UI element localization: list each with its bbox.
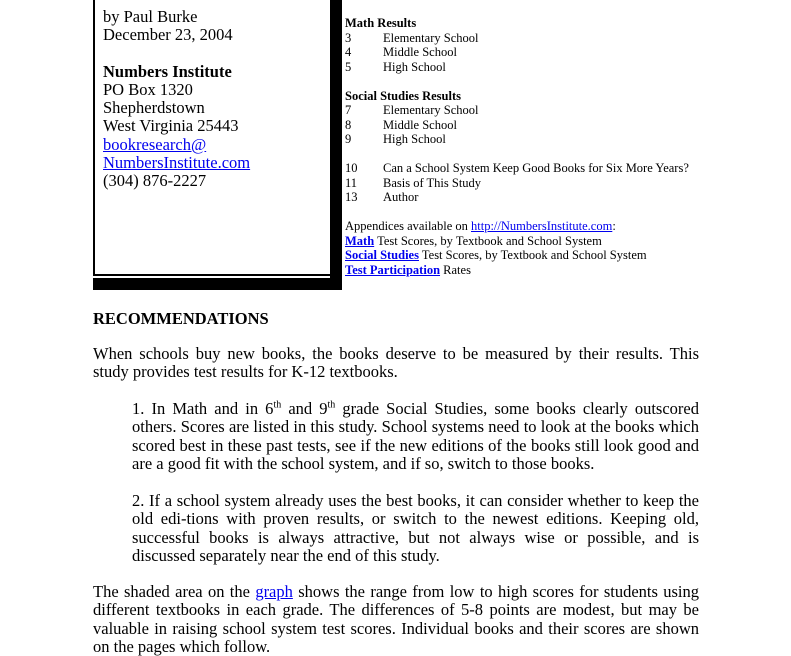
email-link-part1[interactable]: bookresearch@ <box>103 134 207 154</box>
appendix-desc: Test Scores, by Textbook and School System <box>418 248 647 262</box>
toc-label: Author <box>383 190 419 204</box>
toc-page: 10 <box>345 161 358 175</box>
appendix-row <box>345 234 689 249</box>
section-heading: RECOMMENDATIONS <box>93 309 269 328</box>
toc-page: 13 <box>345 190 358 204</box>
email-link-part2[interactable]: NumbersInstitute.com <box>103 153 251 173</box>
recommendation-2: 2. If a school system already uses the best books, it can consider whether to keep the old edi-tions with proven results, or switch to the newest editions. Keeping old, successful books is always attractive, but not always wise or possible, and is discussed separately near the end of this study. <box>132 491 699 565</box>
graph-link[interactable]: graph <box>255 582 293 601</box>
toc-label: Basis of This Study <box>383 175 482 190</box>
toc-label: Elementary School <box>383 30 479 45</box>
toc-label: Can a School System Keep Good Books for Six More Years? <box>383 161 689 175</box>
toc-row <box>345 118 689 133</box>
toc-label: Middle School <box>383 45 457 59</box>
toc-row <box>345 45 689 60</box>
recommendation-1 <box>132 400 699 473</box>
date: December 23, 2004 <box>103 25 233 45</box>
author-box <box>93 0 332 276</box>
toc-row <box>345 31 689 46</box>
appendix-desc: Rates <box>440 262 471 277</box>
math-results-title: Math Results <box>345 16 417 30</box>
appendix-row <box>345 263 689 278</box>
toc-label: Elementary School <box>383 103 479 117</box>
toc-row <box>345 161 689 176</box>
org-name: Numbers Institute <box>103 61 232 81</box>
graph-paragraph <box>93 583 699 656</box>
toc-row <box>345 60 689 75</box>
toc-page: 9 <box>345 132 352 146</box>
toc-label: High School <box>383 59 446 74</box>
toc-page: 5 <box>345 59 352 74</box>
toc-label: High School <box>383 132 446 146</box>
appendices-colon: : <box>612 219 616 233</box>
appendices-line <box>345 219 689 234</box>
appendix-test-participation-link[interactable]: Test Participation <box>345 262 441 277</box>
table-of-contents <box>345 16 689 277</box>
rec1-part-b: and 9 <box>281 399 328 418</box>
toc-label: Middle School <box>383 117 457 132</box>
author-info <box>103 8 250 191</box>
intro-paragraph: When schools buy new books, the books deserve to be measured by their results. This study provides test results for K-12 textbooks. <box>93 344 699 382</box>
website-link[interactable]: http://NumbersInstitute.com <box>471 219 613 233</box>
appendix-row <box>345 248 689 263</box>
toc-row <box>345 190 689 205</box>
rec1-part-a: 1. In Math and in 6 <box>132 399 274 418</box>
toc-row <box>345 103 689 118</box>
appendices-intro: Appendices available on <box>345 219 471 233</box>
toc-page: 7 <box>345 103 352 117</box>
phone: (304) 876-2227 <box>103 171 207 191</box>
graph-text-b: shows the range from low to high scores for students using different textbooks in each grade. The differences of 5-8 points are modest, but may be valuable in raising school system test scores. Individual books and their scores are shown on the pages which follow. <box>93 582 700 656</box>
social-studies-results-title: Social Studies Results <box>345 88 461 103</box>
appendix-social-studies-link[interactable]: Social Studies <box>345 248 419 262</box>
rec1-sup-1: th <box>273 399 282 411</box>
graph-text-a: The shaded area on the <box>93 582 256 601</box>
toc-page: 11 <box>345 175 358 190</box>
toc-page: 8 <box>345 117 352 132</box>
address-line: PO Box 1320 <box>103 79 193 99</box>
city-line: Shepherdstown <box>103 98 205 118</box>
byline: by Paul Burke <box>103 7 198 26</box>
toc-row <box>345 176 689 191</box>
toc-page: 3 <box>345 30 352 45</box>
rec1-sup-2: th <box>327 399 336 411</box>
rec1-part-c: grade Social Studies, some books clearly outscored others. Scores are listed in this study. School systems need to look at the books which scored best in these past tests, see if the new editions of the books still look good and are a good fit with the school system, and if so, switch to those books. <box>132 399 699 473</box>
toc-page: 4 <box>345 45 352 59</box>
appendix-math-link[interactable]: Math <box>345 233 375 248</box>
state-line: West Virginia 25443 <box>103 116 239 136</box>
toc-row <box>345 132 689 147</box>
appendix-desc: Test Scores, by Textbook and School System <box>374 233 602 248</box>
author-box-shadow-bottom <box>93 278 342 290</box>
